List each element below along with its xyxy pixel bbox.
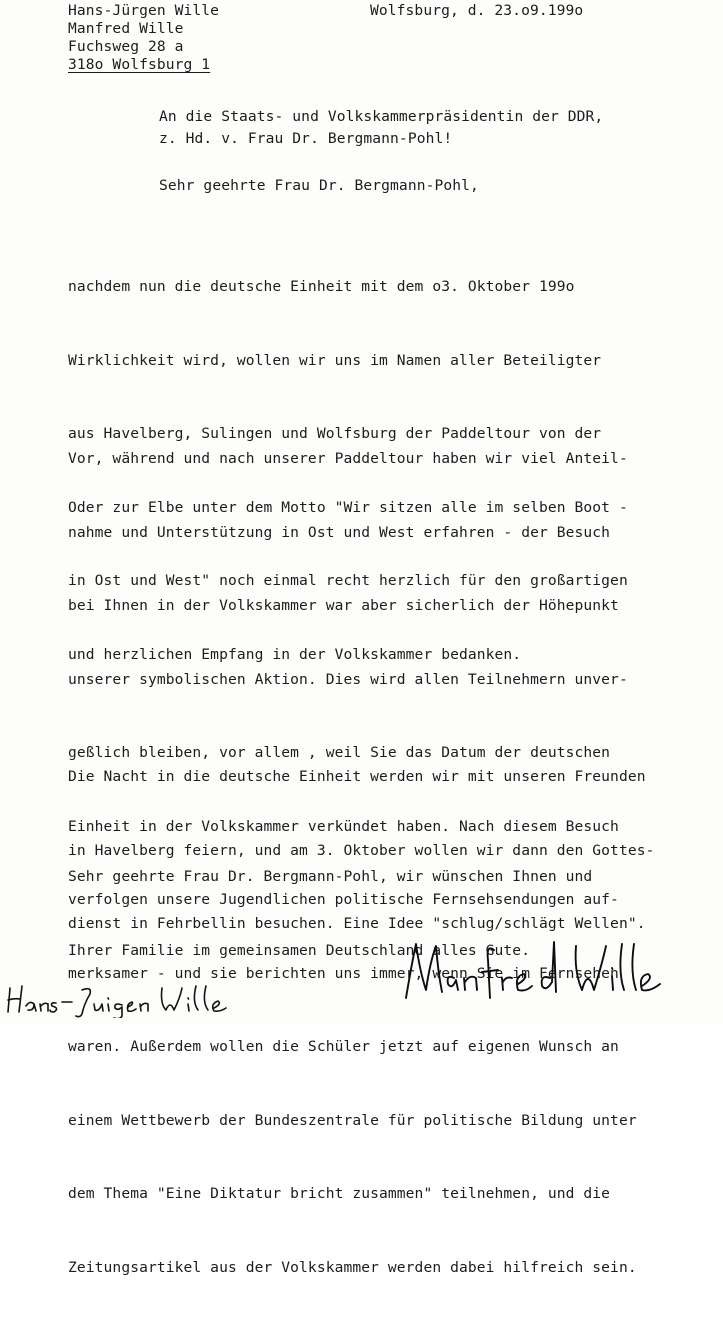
paragraph-line: Die Nacht in die deutsche Einheit werden wir mit unseren Freunden — [68, 768, 646, 785]
paragraph-line: Zeitungsartikel aus der Volkskammer werden dabei hilfreich sein. — [68, 1258, 637, 1276]
paragraph-line: Ihrer Familie im gemeinsamen Deutschland alles Gute. — [68, 941, 531, 959]
paragraph-line: bei Ihnen in der Volkskammer war aber sicherlich der Höhepunkt — [68, 597, 619, 614]
paragraph-line: einem Wettbewerb der Bundeszentrale für politische Bildung unter — [68, 1111, 637, 1129]
paragraph-line: Oder zur Elbe unter dem Motto "Wir sitzen alle im selben Boot - — [68, 498, 628, 516]
salutation: Sehr geehrte Frau Dr. Bergmann-Pohl, — [159, 177, 479, 194]
paragraph-line: waren. Außerdem wollen die Schüler jetzt auf eigenen Wunsch an — [68, 1038, 619, 1055]
paragraph-line: in Ost und West" noch einmal recht herzlich für den großartigen — [68, 572, 628, 589]
paragraph-line: Wirklichkeit wird, wollen wir uns im Namen aller Beteiligter — [68, 351, 602, 369]
paragraph-line: Vor, während und nach unserer Paddeltour haben wir viel Anteil- — [68, 450, 628, 467]
sender-street: Fuchsweg 28 a — [68, 38, 184, 55]
paragraph-line: in Havelberg feiern, und am 3. Oktober wollen wir dann den Gottes- — [68, 841, 655, 859]
recipient-line-1: An die Staats- und Volkskammerpräsidentin der DDR, — [159, 108, 604, 125]
sender-name-1: Hans-Jürgen Wille — [68, 2, 220, 19]
paragraph-line: Einheit in der Volkskammer verkündet haben. Nach diesem Besuch — [68, 817, 619, 835]
letter-date: Wolfsburg, d. 23.o9.199o — [370, 2, 584, 19]
paragraph-line: nahme und Unterstützung in Ost und West erfahren - der Besuch — [68, 523, 611, 541]
sender-name-2: Manfred Wille — [68, 20, 184, 37]
recipient-block — [159, 106, 603, 150]
signature-manfred-wille — [398, 932, 673, 1004]
paragraph-line: geßlich bleiben, vor allem , weil Sie das Datum der deutschen — [68, 744, 611, 761]
paragraph-line: nachdem nun die deutsche Einheit mit dem o3. Oktober 199o — [68, 278, 575, 295]
paragraph-line: verfolgen unsere Jugendlichen politische Fernsehsendungen auf- — [68, 891, 619, 908]
paragraph-line: unserer symbolischen Aktion. Dies wird allen Teilnehmern unver- — [68, 670, 628, 688]
paragraph-line: und herzlichen Empfang in der Volkskammer bedanken. — [68, 645, 522, 663]
paragraph-line: aus Havelberg, Sulingen und Wolfsburg der Paddeltour von der — [68, 425, 602, 442]
paragraph-line: merksamer - und sie berichten uns immer, wenn Sie im Fernsehen — [68, 964, 619, 982]
paragraph-line: dienst in Fehrbellin besuchen. Eine Idee "schlug/schlägt Wellen". — [68, 915, 646, 932]
sender-city: 318o Wolfsburg 1 — [68, 56, 211, 73]
signature-hans-juergen-wille — [4, 978, 244, 1018]
paragraph-line: Sehr geehrte Frau Dr. Bergmann-Pohl, wir wünschen Ihnen und — [68, 868, 593, 885]
paragraph-line: dem Thema "Eine Diktatur bricht zusammen" teilnehmen, und die — [68, 1185, 611, 1202]
sender-address — [68, 2, 219, 74]
recipient-line-2: z. Hd. v. Frau Dr. Bergmann-Pohl! — [159, 130, 453, 147]
